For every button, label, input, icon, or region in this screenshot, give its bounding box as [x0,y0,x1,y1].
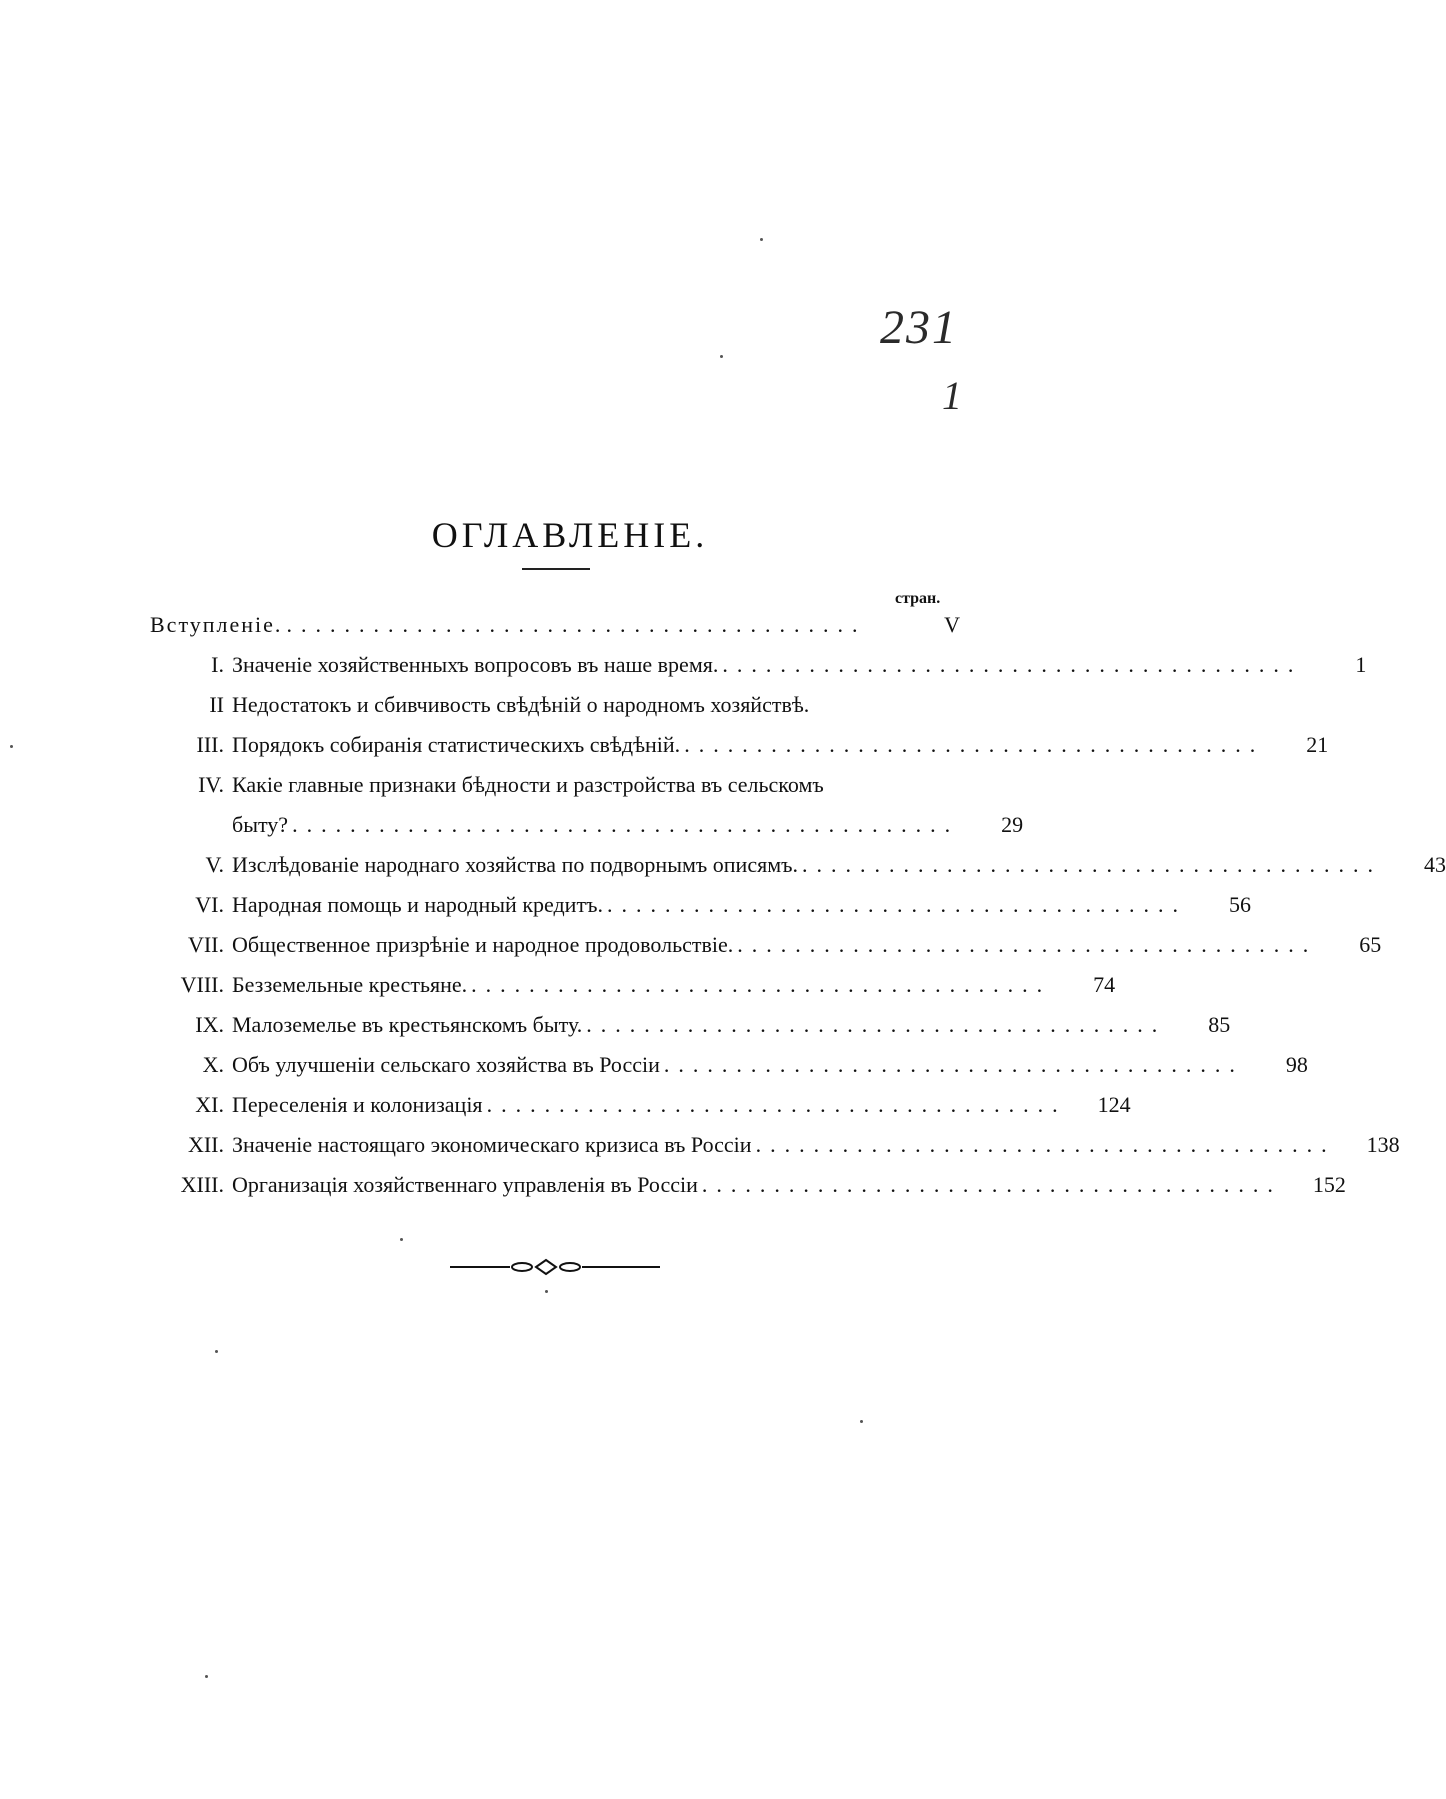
chapter-number: VIII. [180,972,224,997]
chapter-page: 85 [1208,1012,1231,1037]
ornament-divider [450,1255,660,1279]
chapter-title: Безземельные крестьяне. [232,972,468,997]
chapter-page: 138 [1366,1132,1400,1157]
chapter-title-continued: быту? [232,812,289,837]
chapter-page: 98 [1285,1052,1308,1077]
ink-speck [10,745,13,748]
chapter-title: Объ улучшеніи сельскаго хозяйства въ Россіи [232,1052,660,1077]
ink-speck [860,1420,863,1423]
ink-speck [205,1675,208,1678]
handwritten-shelf-number: 231 [880,301,958,354]
chapter-title: Значеніе хозяйственныхъ вопросовъ въ наше время. [232,652,719,677]
dot-leader: ........................................ [286,612,867,637]
table-of-contents [150,612,1446,1212]
ink-speck [215,1350,218,1353]
toc-entry [150,892,1251,932]
title-rule [522,568,590,570]
dot-leader: ........................................ [586,1012,1167,1037]
dot-leader: ........................................ [663,1052,1244,1077]
handwritten-mark: 1 [942,373,962,418]
dot-leader: ........................................ [606,892,1187,917]
chapter-title: Общественное призрѣніе и народное продовольствіе. [232,932,734,957]
chapter-title: Какіе главные признаки бѣдности и разстройства въ сельскомъ [232,772,824,797]
chapter-number: IV. [198,772,224,797]
chapter-page: 1 [1355,652,1367,677]
chapter-page: 21 [1306,732,1329,757]
chapter-number: XI. [195,1092,224,1117]
chapter-title: Изслѣдованіе народнаго хозяйства по подворнымъ описямъ. [232,852,798,877]
toc-entry [150,692,960,732]
toc-intro-title: Вступленіе. [150,612,283,637]
chapter-number: VI. [195,892,224,917]
chapter-number: XIII. [180,1172,224,1197]
dot-leader: ........................................ [722,652,1303,677]
chapter-number: V. [205,852,224,877]
chapter-number: II [209,692,224,717]
toc-entry [150,1012,1231,1052]
dot-leader: .............................................. [292,812,960,837]
toc-entry [150,652,1367,692]
chapter-page: 124 [1097,1092,1131,1117]
toc-entry [150,772,1024,852]
toc-entry [150,932,1382,972]
chapter-number: XII. [187,1132,224,1157]
chapter-number: III. [196,732,224,757]
chapter-page: 65 [1359,932,1382,957]
chapter-title: Значеніе настоящаго экономическаго кризиса въ Россіи [232,1132,752,1157]
toc-entry [150,972,1116,1012]
dot-leader: ........................................ [684,732,1265,757]
chapter-number: X. [202,1052,224,1077]
ink-speck [720,355,723,358]
ink-speck [545,1290,548,1293]
dot-leader: ........................................ [471,972,1052,997]
chapter-page: 56 [1228,892,1251,917]
toc-intro-page: V [944,612,960,637]
toc-intro [150,612,960,652]
page-title: ОГЛАВЛЕНІЕ. [431,515,709,556]
toc-entry [150,1052,1308,1092]
chapter-title: Организація хозяйственнаго управленія въ Россіи [232,1172,698,1197]
chapter-page: 29 [1001,812,1024,837]
ink-speck [760,238,763,241]
chapter-title: Малоземелье въ крестьянскомъ быту. [232,1012,583,1037]
dot-leader: ........................................ [737,932,1318,957]
chapter-number: I. [211,652,224,677]
chapter-title: Переселенія и колонизація [232,1092,483,1117]
toc-entry [150,1172,1346,1212]
toc-entry [150,852,1446,892]
dot-leader: ........................................ [701,1172,1282,1197]
chapter-title: Недостатокъ и сбивчивость свѣдѣній о народномъ хозяйствѣ. [232,692,810,717]
dot-leader: ........................................ [486,1092,1067,1117]
dot-leader: ........................................ [755,1132,1336,1157]
toc-entry [150,732,1329,772]
chapter-title: Порядокъ собиранія статистическихъ свѣдѣній. [232,732,681,757]
page-column-label: стран. [895,590,941,607]
toc-entry [150,1092,1131,1132]
dot-leader: ........................................ [802,852,1382,877]
ink-speck [400,1238,403,1241]
toc-entry [150,1132,1400,1172]
chapter-page: 152 [1312,1172,1346,1197]
chapter-page: 43 [1424,852,1446,877]
chapter-title: Народная помощь и народный кредитъ. [232,892,603,917]
chapter-number: IX. [195,1012,224,1037]
chapter-number: VII. [187,932,224,957]
chapter-page: 74 [1093,972,1116,997]
